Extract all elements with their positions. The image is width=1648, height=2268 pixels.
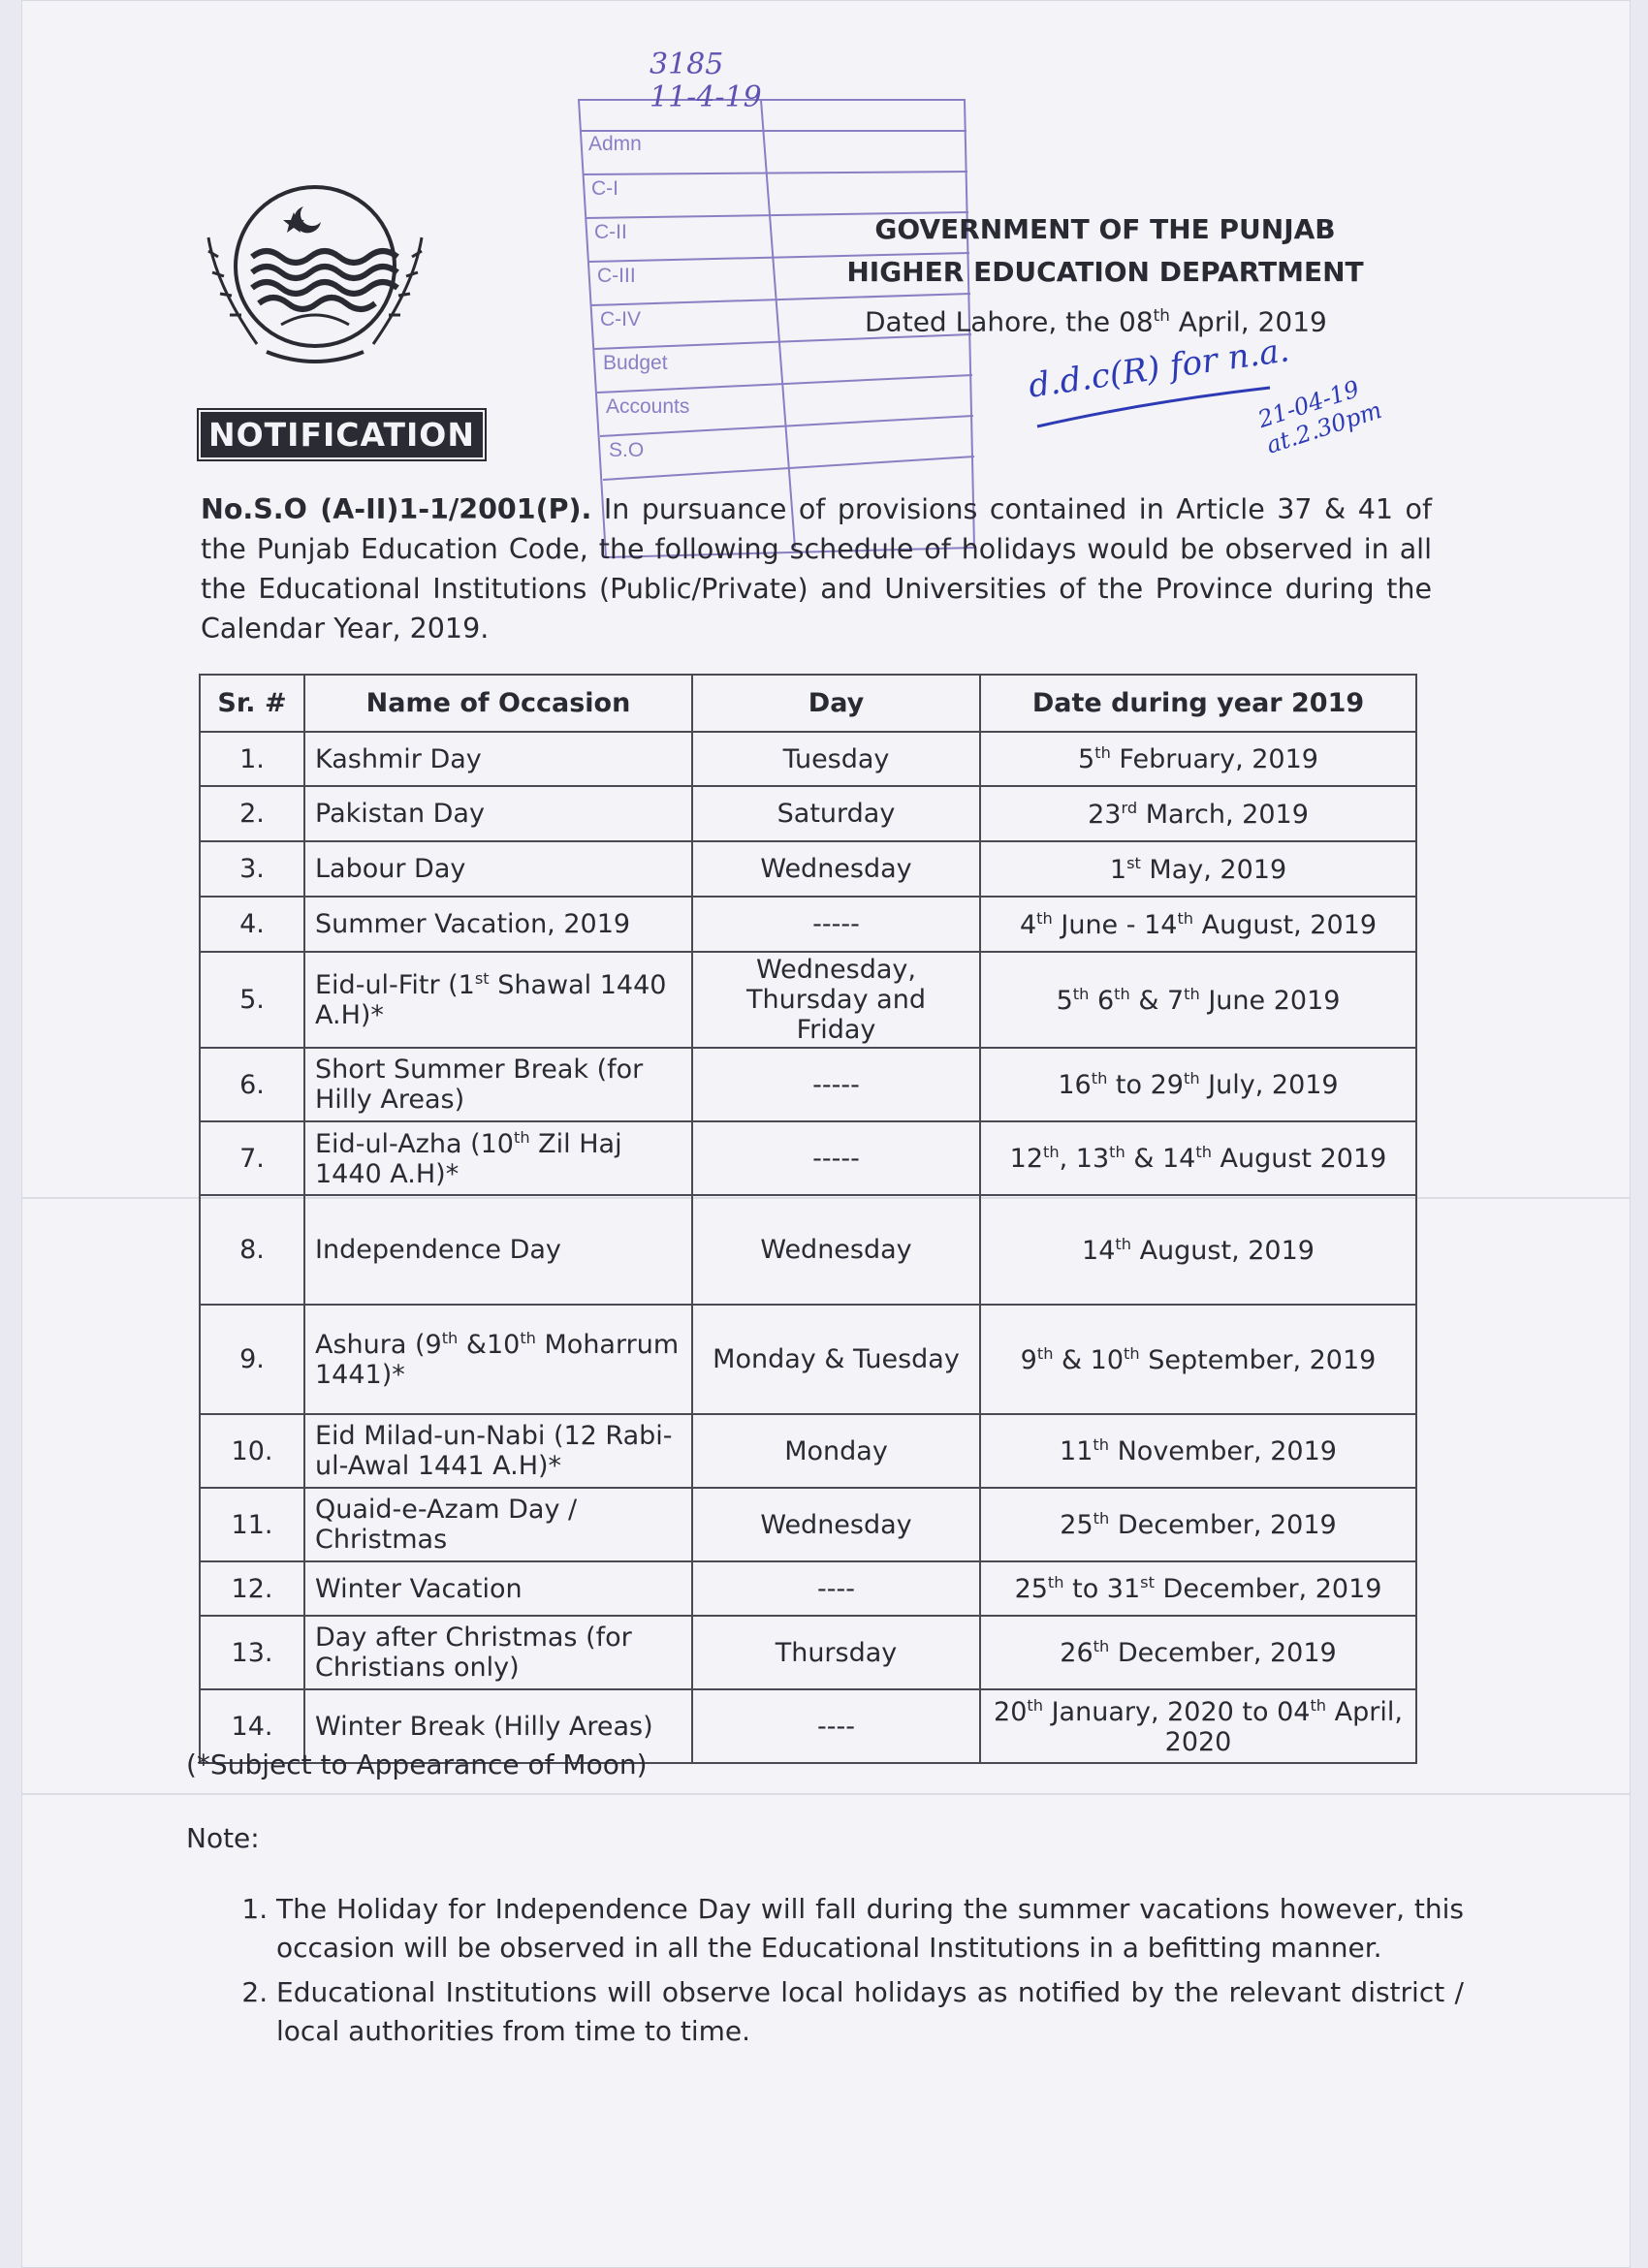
stamp-row-label: C-III: [597, 265, 636, 287]
cell-sr: 2.: [200, 786, 304, 841]
punjab-emblem-logo: [199, 179, 431, 373]
cell-occasion: Short Summer Break (for Hilly Areas): [304, 1048, 692, 1121]
header-occasion: Name of Occasion: [304, 675, 692, 732]
handwritten-date-annotation: 21-04-19 at.2.30pm: [1254, 375, 1385, 459]
holiday-schedule-table: [199, 674, 1417, 1764]
cell-day: Wednesday, Thursday and Friday: [692, 952, 980, 1048]
cell-sr: 6.: [200, 1048, 304, 1121]
cell-date: 23rd March, 2019: [980, 786, 1416, 841]
cell-sr: 7.: [200, 1121, 304, 1195]
table-row: [200, 952, 1416, 1048]
table-body: [200, 732, 1416, 1763]
stamp-row-label: C-IV: [600, 308, 641, 331]
table-row: [200, 1616, 1416, 1689]
stamp-row-label: S.O: [609, 439, 645, 461]
cell-date: 16th to 29th July, 2019: [980, 1048, 1416, 1121]
table-row: [200, 786, 1416, 841]
cell-date: 25th to 31st December, 2019: [980, 1561, 1416, 1616]
handwritten-annotation: d.d.c(R) for n.a.: [1026, 331, 1292, 406]
cell-date: 4th June - 14th August, 2019: [980, 897, 1416, 952]
cell-date: 5th 6th & 7th June 2019: [980, 952, 1416, 1048]
cell-day: Saturday: [692, 786, 980, 841]
table-row: [200, 1195, 1416, 1305]
cell-day: Monday: [692, 1414, 980, 1488]
cell-day: -----: [692, 1121, 980, 1195]
dated-suffix: April, 2019: [1169, 305, 1327, 338]
table-row: [200, 1305, 1416, 1414]
cell-date: 11th November, 2019: [980, 1414, 1416, 1488]
cell-date: 25th December, 2019: [980, 1488, 1416, 1561]
cell-occasion: Quaid-e-Azam Day / Christmas: [304, 1488, 692, 1561]
table-row: [200, 897, 1416, 952]
moon-footnote: (*Subject to Appearance of Moon): [186, 1748, 648, 1780]
table-row: [200, 1048, 1416, 1121]
cell-sr: 11.: [200, 1488, 304, 1561]
cell-date: 5th February, 2019: [980, 732, 1416, 786]
cell-day: Tuesday: [692, 732, 980, 786]
dated-prefix: Dated Lahore, the 08: [865, 305, 1154, 338]
dated-line: [865, 305, 1327, 337]
header-line-department: HIGHER EDUCATION DEPARTMENT: [846, 256, 1364, 288]
cell-occasion: Kashmir Day: [304, 732, 692, 786]
cell-date: 12th, 13th & 14th August 2019: [980, 1121, 1416, 1195]
table-row: [200, 1121, 1416, 1195]
cell-sr: 13.: [200, 1616, 304, 1689]
department-header: [824, 208, 1386, 294]
cell-occasion: Eid-ul-Azha (10th Zil Haj 1440 A.H)*: [304, 1121, 692, 1195]
cell-occasion: Pakistan Day: [304, 786, 692, 841]
stamp-row-label: C-II: [594, 221, 627, 243]
cell-sr: 8.: [200, 1195, 304, 1305]
header-day: Day: [692, 675, 980, 732]
stamp-row-label: C-I: [591, 177, 618, 200]
cell-sr: 14.: [200, 1689, 304, 1763]
stamp-row-label: Admn: [588, 133, 642, 155]
cell-sr: 1.: [200, 732, 304, 786]
stamp-row-label: Budget: [603, 352, 668, 374]
notification-paragraph: [201, 489, 1432, 648]
table-header-row: [200, 675, 1416, 732]
paragraph-body: In pursuance of provisions contained in Article 37 & 41 of the Punjab Education Code, the following schedule of holidays would be observed in all the Educational Institutions (Public/Private) and Universities of the Province during the Calendar Year, 2019.: [201, 493, 1432, 645]
cell-occasion: Independence Day: [304, 1195, 692, 1305]
cell-date: 26th December, 2019: [980, 1616, 1416, 1689]
cell-day: Wednesday: [692, 1195, 980, 1305]
cell-sr: 4.: [200, 897, 304, 952]
table-row: [200, 1414, 1416, 1488]
cell-sr: 3.: [200, 841, 304, 897]
cell-sr: 12.: [200, 1561, 304, 1616]
cell-date: 1st May, 2019: [980, 841, 1416, 897]
cell-occasion: Winter Vacation: [304, 1561, 692, 1616]
cell-occasion: Day after Christmas (for Christians only): [304, 1616, 692, 1689]
cell-day: ----: [692, 1561, 980, 1616]
cell-day: -----: [692, 1048, 980, 1121]
notes-list: [218, 1890, 1464, 2057]
cell-sr: 10.: [200, 1414, 304, 1488]
cell-day: Monday & Tuesday: [692, 1305, 980, 1414]
stamp-row-label: Accounts: [606, 395, 690, 418]
cell-day: ----: [692, 1689, 980, 1763]
table-row: [200, 1488, 1416, 1561]
header-sr: Sr. #: [200, 675, 304, 732]
paper-fold: [21, 1793, 1631, 1795]
cell-occasion: Summer Vacation, 2019: [304, 897, 692, 952]
cell-date: 14th August, 2019: [980, 1195, 1416, 1305]
stamp-handwritten-number: 3185 11-4-19: [650, 47, 762, 114]
cell-occasion: Eid Milad-un-Nabi (12 Rabi-ul-Awal 1441 A.H)*: [304, 1414, 692, 1488]
cell-day: Wednesday: [692, 1488, 980, 1561]
cell-sr: 5.: [200, 952, 304, 1048]
cell-occasion: Ashura (9th &10th Moharrum 1441)*: [304, 1305, 692, 1414]
cell-day: Wednesday: [692, 841, 980, 897]
cell-occasion: Winter Break (Hilly Areas): [304, 1689, 692, 1763]
header-date: Date during year 2019: [980, 675, 1416, 732]
cell-date: 9th & 10th September, 2019: [980, 1305, 1416, 1414]
annotation-underline: [1028, 383, 1280, 441]
cell-occasion: Eid-ul-Fitr (1st Shawal 1440 A.H)*: [304, 952, 692, 1048]
table-row: [200, 1561, 1416, 1616]
cell-occasion: Labour Day: [304, 841, 692, 897]
table-row: [200, 841, 1416, 897]
table-row: [200, 732, 1416, 786]
dated-sup: th: [1153, 305, 1170, 325]
note-item: 2. Educational Institutions will observe local holidays as notified by the relevant district / local authorities from time to time.: [276, 1973, 1464, 2051]
cell-date: 20th January, 2020 to 04th April, 2020: [980, 1689, 1416, 1763]
reference-number: No.S.O (A-II)1-1/2001(P).: [201, 493, 592, 525]
cell-sr: 9.: [200, 1305, 304, 1414]
cell-day: Thursday: [692, 1616, 980, 1689]
notification-label: NOTIFICATION: [201, 412, 483, 457]
note-label: Note:: [186, 1822, 260, 1854]
header-line-government: GOVERNMENT OF THE PUNJAB: [874, 213, 1336, 245]
note-item: 1. The Holiday for Independence Day will fall during the summer vacations however, this occasion will be observed in all the Educational Institutions in a befitting manner.: [276, 1890, 1464, 1968]
cell-day: -----: [692, 897, 980, 952]
